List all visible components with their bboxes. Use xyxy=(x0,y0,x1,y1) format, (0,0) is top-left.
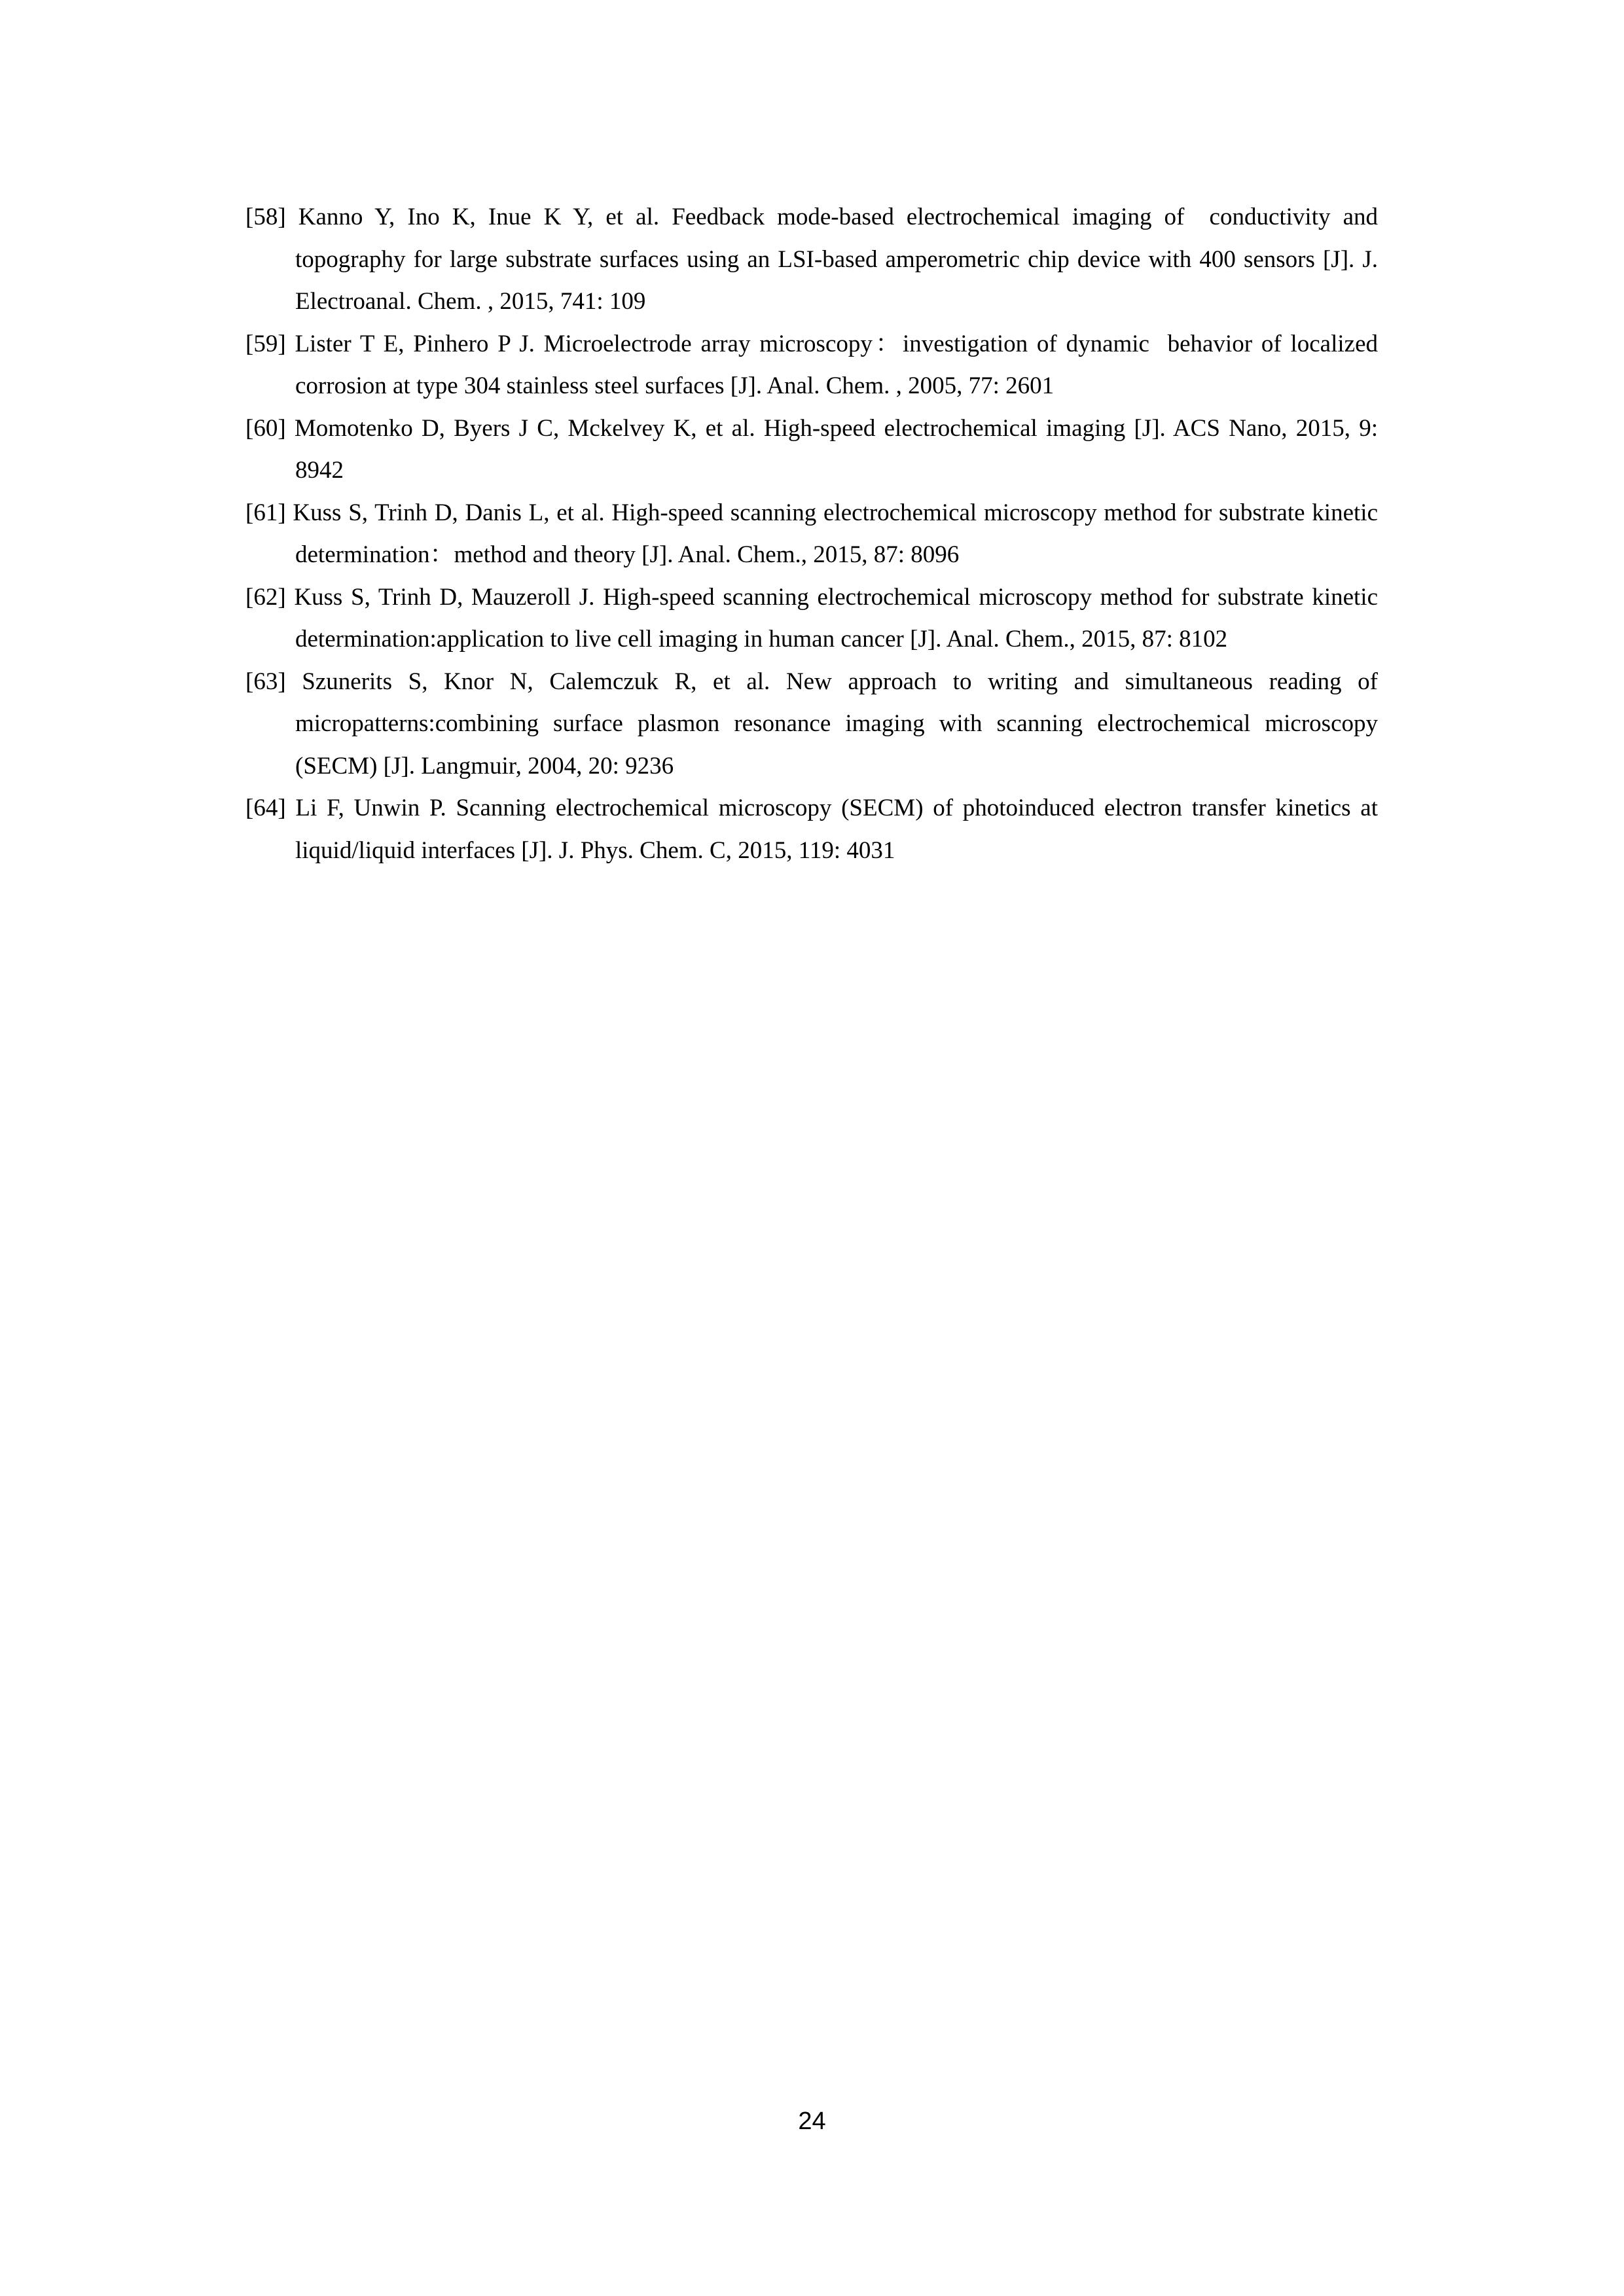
reference-line: [61] Kuss S, Trinh D, Danis L, et al. High-speed scanning electrochemical microscopy method for substrate kinetic xyxy=(245,499,1378,526)
reference-item-60 xyxy=(245,408,1378,492)
reference-item-62 xyxy=(245,577,1378,661)
page-footer xyxy=(0,2108,1624,2135)
reference-item-61 xyxy=(245,492,1378,577)
reference-line: [63] Szunerits S, Knor N, Calemczuk R, et al. New approach to writing and simultaneous reading of xyxy=(245,668,1378,695)
reference-item-59 xyxy=(245,323,1378,408)
reference-line: [59] Lister T E, Pinhero P J. Microelectrode array microscopy：investigation of dynamic behavior of localized xyxy=(245,330,1378,357)
reference-line: Electroanal. Chem. , 2015, 741: 109 xyxy=(295,288,646,315)
reference-line: determination：method and theory [J]. Anal. Chem., 2015, 87: 8096 xyxy=(295,541,960,568)
reference-item-64 xyxy=(245,787,1378,872)
references-section xyxy=(245,196,1378,872)
reference-line: corrosion at type 304 stainless steel surfaces [J]. Anal. Chem. , 2005, 77: 2601 xyxy=(295,372,1055,399)
page-number: 24 xyxy=(798,2108,826,2135)
reference-line: topography for large substrate surfaces using an LSI-based amperometric chip device with 400 sensors [J]. J. xyxy=(295,245,1378,273)
reference-line: (SECM) [J]. Langmuir, 2004, 20: 9236 xyxy=(295,752,674,780)
reference-line: [64] Li F, Unwin P. Scanning electrochemical microscopy (SECM) of photoinduced electron transfer kinetics at xyxy=(245,795,1378,821)
reference-line: 8942 xyxy=(295,457,344,484)
reference-item-63 xyxy=(245,661,1378,788)
reference-line: [60] Momotenko D, Byers J C, Mckelvey K, et al. High-speed electrochemical imaging [J]. ACS Nano, 2015, 9: xyxy=(245,414,1378,442)
reference-line: liquid/liquid interfaces [J]. J. Phys. Chem. C, 2015, 119: 4031 xyxy=(295,836,895,864)
reference-line: determination:application to live cell imaging in human cancer [J]. Anal. Chem., 2015, 87: 8102 xyxy=(295,626,1228,653)
reference-line: [62] Kuss S, Trinh D, Mauzeroll J. High-speed scanning electrochemical microscopy method for substrate kinetic xyxy=(245,583,1378,611)
reference-line: micropatterns:combining surface plasmon resonance imaging with scanning electrochemical microscopy xyxy=(295,710,1378,737)
reference-line: [58] Kanno Y, Ino K, Inue K Y, et al. Feedback mode-based electrochemical imaging of conductivity and xyxy=(245,204,1378,230)
reference-item-58 xyxy=(245,196,1378,323)
